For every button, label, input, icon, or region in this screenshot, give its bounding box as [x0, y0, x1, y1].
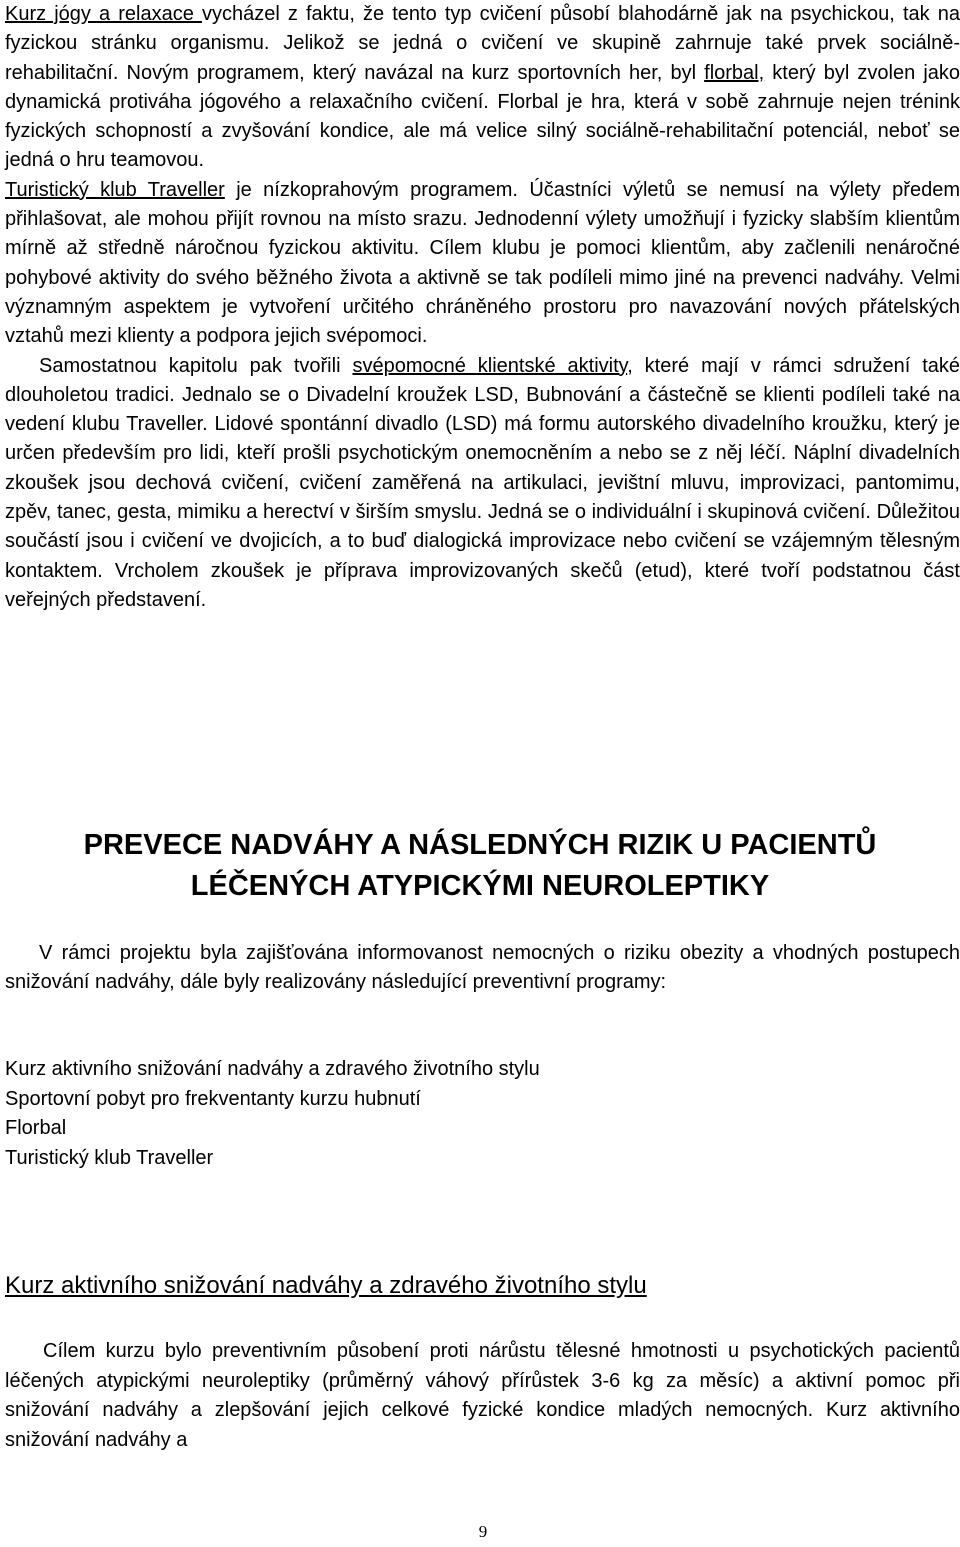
- list-item: Florbal: [5, 1117, 67, 1139]
- intro-paragraph: V rámci projektu byla zajišťována informovanost nemocných o riziku obezity a vhodných postupech snižování nadváhy, dále byly realizovány následující preventivní programy:: [5, 942, 960, 994]
- text-florbal: který byl zvolen jako dynamická protiváha jógového a relaxačního cvičení. Florbal je hra, která v sobě zahrnuje nejen trénink fyzických schopností a zvyšování kondice, ale má velice silný sociálně-rehabilitační potenciál, neboť se jedná o hru teamovou.: [5, 61, 960, 172]
- main-heading-line1: PREVECE NADVÁHY A NÁSLEDNÝCH RIZIK U PACIENTŮ: [83, 829, 877, 861]
- text-traveller: je nízkoprahovým programem. Účastníci výletů se nemusí na výlety předem přihlašovat, ale mohou přijít rovnou na místo srazu. Jednodenní výlety umožňují i fyzicky slabším klientům mírně až středně náročnou fyzickou aktivitu. Cílem klubu je pomoci klientům, aby začlenili nenáročné pohybové aktivity do svého běžného života a aktivně se tak podíleli mimo jiné na prevenci nadváhy. Velmi významným aspektem je vytvoření určitého chráněného prostoru pro navazování nových přátelských vztahů mezi klienty a podpora jejich svépomoci.: [5, 178, 960, 348]
- link-florbal[interactable]: florbal,: [704, 61, 765, 84]
- link-selfhelp-activities[interactable]: svépomocné klientské aktivity: [352, 354, 628, 377]
- text-selfhelp-intro: Samostatnou kapitolu pak tvořili: [39, 354, 353, 377]
- course-heading: Kurz aktivního snižování nadváhy a zdravého životního stylu: [5, 1272, 647, 1299]
- main-heading: [0, 825, 960, 907]
- text-yoga: vycházel z faktu, že tento typ cvičení působí blahodárně jak na psychickou, tak na fyzickou stránku organismu. Jelikož se jedná o cvičení ve skupině zahrnuje také prvek sociálně-rehabilitační. Novým programem, který navázal na kurz sportovních her, byl: [5, 3, 960, 84]
- link-traveller-club[interactable]: Turistický klub Traveller: [5, 178, 225, 201]
- list-item: Turistický klub Traveller: [5, 1146, 214, 1169]
- list-item: Sportovní pobyt pro frekventanty kurzu hubnutí: [5, 1087, 421, 1110]
- section-activities-text: [5, 0, 960, 615]
- course-paragraph: Cílem kurzu bylo preventivním působení proti nárůstu tělesné hmotnosti u psychotických pacientů léčených atypickými neuroleptiky (průměrný váhový přírůstek 3-6 kg za měsíc) a aktivní pomoc při snižování nadváhy a zlepšování jejich celkové fyzické kondice mladých nemocných. Kurz aktivního snižování nadváhy a: [5, 1340, 960, 1451]
- list-item: Kurz aktivního snižování nadváhy a zdravého životního stylu: [5, 1058, 540, 1080]
- link-yoga-course[interactable]: Kurz jógy a relaxace: [5, 3, 202, 25]
- program-list: [5, 1055, 540, 1173]
- page-number: 9: [478, 1522, 488, 1541]
- text-selfhelp: , které mají v rámci sdružení také dlouholetou tradici. Jednalo se o Divadelní kroužek LSD, Bubnování a částečně se klienti podíleli také na vedení klubu Traveller. Lidové spontánní divadlo (LSD) má formu autorského divadelního kroužku, který je určen především pro lidi, kteří prošli psychotickým onemocněním a nebo se z něj léčí. Náplní divadelních zkoušek jsou dechová cvičení, cvičení zaměřená na artikulaci, jevištní mluvu, improvizaci, pantomimu, zpěv, tanec, gesta, mimiku a herectví v širším smyslu. Jedná se o individuální i skupinová cvičení. Důležitou součástí jsou i cvičení ve dvojicích, a to buď dialogická improvizace nebo cvičení se vzájemným tělesným kontaktem. Vrcholem zkoušek je příprava improvizovaných skečů (etud), které tvoří podstatnou část veřejných představení.: [5, 354, 960, 611]
- main-heading-line2: LÉČENÝCH ATYPICKÝMI NEUROLEPTIKY: [190, 870, 770, 902]
